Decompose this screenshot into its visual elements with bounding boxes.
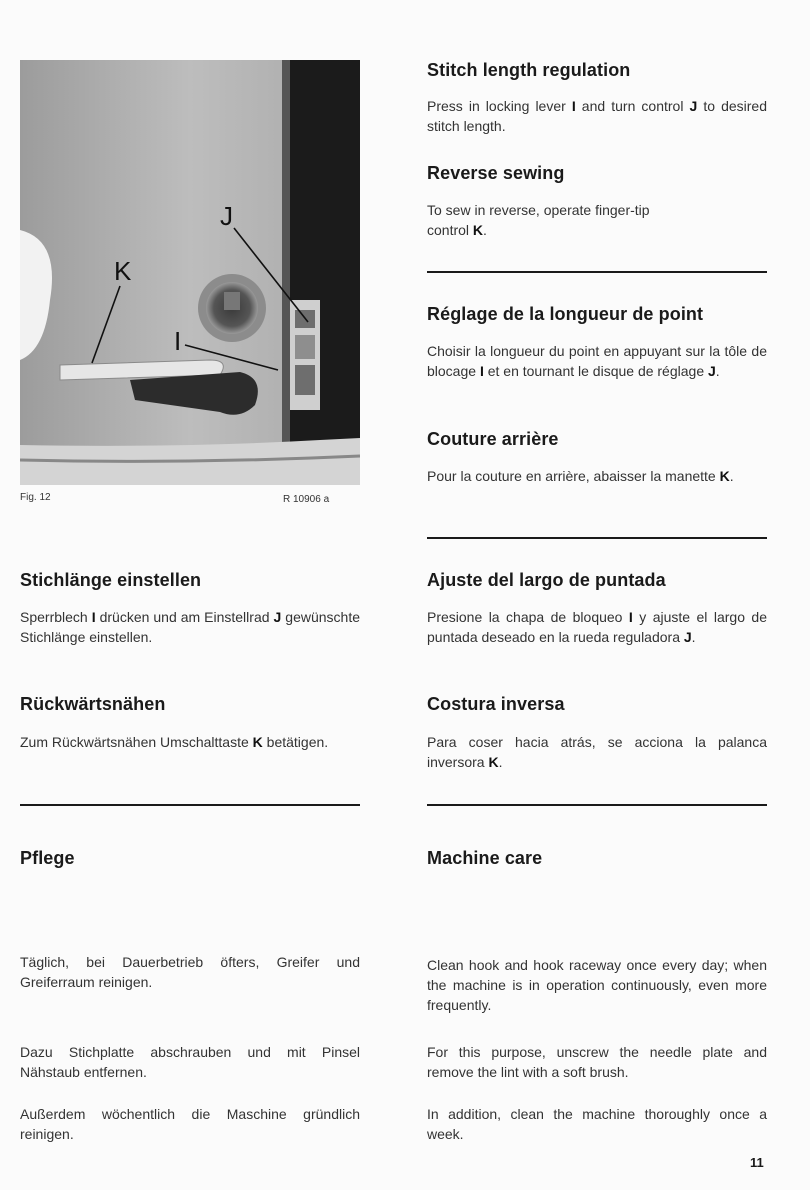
- care-text-de-1: Täglich, bei Dauerbetrieb öfters, Greifer und Greiferraum reinigen.: [20, 954, 360, 990]
- reverse-sewing-text-de: Zum Rückwärtsnähen Umschalttaste K betätigen.: [20, 734, 329, 750]
- stitch-length-text-de: Sperrblech I drücken und am Einstellrad J gewünschte Stichlänge einstellen.: [20, 609, 361, 645]
- stitch-length-text-es: Presione la chapa de bloqueo I y ajuste el largo de puntada deseado en la rueda reguladora J.: [427, 609, 767, 645]
- figure-code: R 10906 a: [283, 494, 330, 505]
- reverse-sewing-text-es: Para coser hacia atrás, se acciona la palanca inversora K.: [427, 734, 767, 770]
- reverse-sewing-title-fr: Couture arrière: [427, 429, 559, 449]
- care-title-en: Machine care: [427, 848, 543, 868]
- stitch-length-text-fr: Choisir la longueur du point en appuyant sur la tôle de blocage I et en tournant le disque de réglage J.: [427, 343, 767, 379]
- stitch-length-title-fr: Réglage de la longueur de point: [427, 304, 704, 324]
- care-title-de: Pflege: [20, 848, 75, 868]
- stitch-length-title-de: Stichlänge einstellen: [20, 570, 202, 590]
- care-text-en-3: In addition, clean the machine thoroughly once a week.: [427, 1106, 767, 1142]
- callout-i: I: [174, 326, 182, 356]
- callout-k: K: [114, 256, 132, 286]
- reverse-sewing-text-fr: Pour la couture en arrière, abaisser la manette K.: [427, 468, 734, 484]
- divider: [20, 804, 360, 806]
- stitch-length-title-es: Ajuste del largo de puntada: [427, 570, 666, 590]
- reverse-sewing-title-es: Costura inversa: [427, 694, 565, 714]
- stitch-length-title-en: Stitch length regulation: [427, 60, 631, 80]
- care-text-de-2: Dazu Stichplatte abschrauben und mit Pinsel Nähstaub entfernen.: [20, 1044, 360, 1080]
- divider: [427, 804, 767, 806]
- divider: [427, 537, 767, 539]
- divider: [427, 271, 767, 273]
- care-text-de-3: Außerdem wöchentlich die Maschine gründlich reinigen.: [20, 1106, 360, 1142]
- care-text-en-2: For this purpose, unscrew the needle plate and remove the lint with a soft brush.: [427, 1044, 767, 1080]
- reverse-sewing-text-en: To sew in reverse, operate finger-tip control K.: [427, 202, 650, 238]
- page-number: 11: [750, 1155, 764, 1170]
- stitch-length-text-en: Press in locking lever I and turn control J to desired stitch length.: [427, 98, 768, 134]
- figure-label: Fig. 12: [20, 492, 51, 503]
- care-text-en-1: Clean hook and hook raceway once every day; when the machine is in operation continuously, even more frequently.: [427, 957, 767, 1013]
- reverse-sewing-title-en: Reverse sewing: [427, 163, 565, 183]
- callout-j: J: [220, 201, 233, 231]
- figure-12-photo: [20, 60, 360, 485]
- reverse-sewing-title-de: Rückwärtsnähen: [20, 694, 166, 714]
